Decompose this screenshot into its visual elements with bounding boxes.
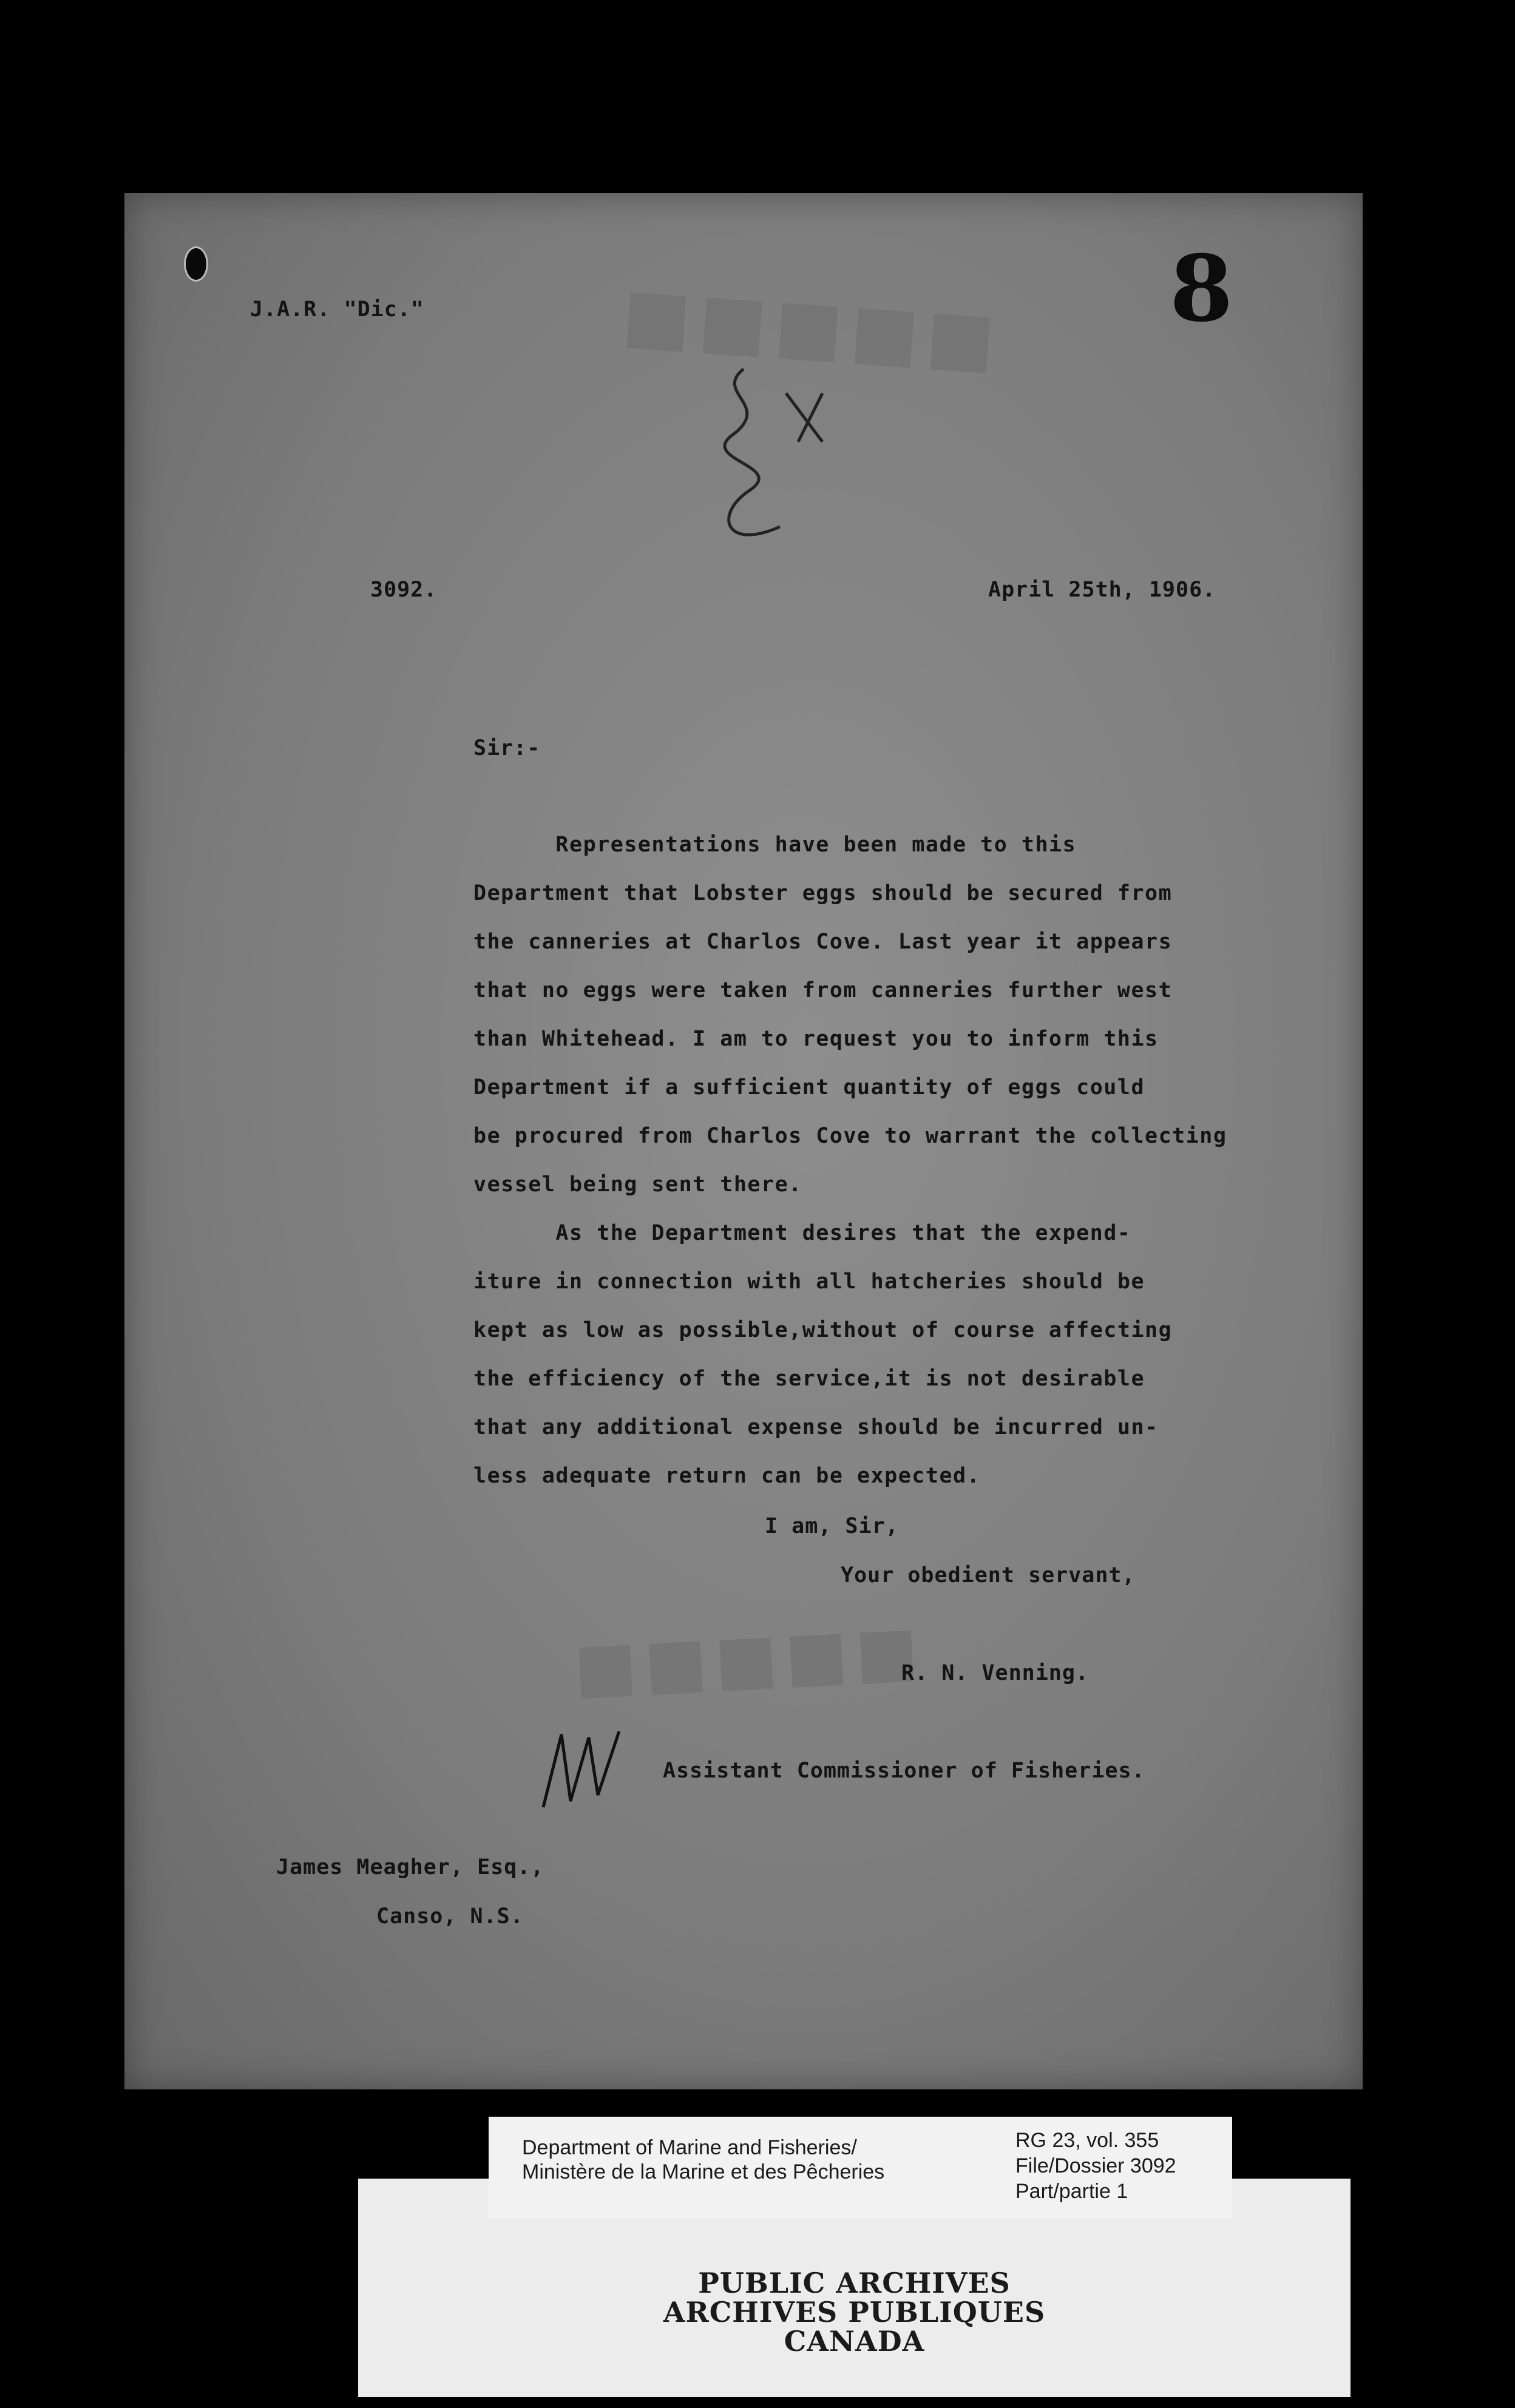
- body-line: the canneries at Charlos Cove. Last year it appears: [473, 930, 1173, 954]
- body-line: Department if a sufficient quantity of eggs could: [473, 1075, 1145, 1100]
- body-line: less adequate return can be expected.: [473, 1464, 981, 1488]
- archive-reference-label: [489, 2117, 1232, 2219]
- body-line: be procured from Charlos Cove to warrant the collecting: [473, 1124, 1227, 1148]
- body-line: kept as low as possible,without of course affecting: [473, 1318, 1173, 1342]
- handwritten-scribble: [640, 357, 895, 557]
- label-part: Part/partie 1: [1015, 2180, 1128, 2203]
- label-dept-en: Department of Marine and Fisheries/: [522, 2136, 857, 2159]
- body-line: than Whitehead. I am to request you to inform this: [473, 1027, 1159, 1051]
- label-dept-fr: Ministère de la Marine et des Pêcheries: [522, 2160, 885, 2183]
- signatory-title: Assistant Commissioner of Fisheries.: [663, 1759, 1145, 1783]
- background-stamp-top: ■■■■■: [619, 271, 1006, 383]
- body-line: that no eggs were taken from canneries further west: [473, 978, 1173, 1003]
- recipient-name: James Meagher, Esq.,: [276, 1855, 544, 1879]
- label-rg: RG 23, vol. 355: [1015, 2129, 1159, 2152]
- body-line: Representations have been made to this: [473, 833, 1077, 857]
- archive-stamp-line3: CANADA: [784, 2325, 925, 2358]
- page-number-mark: 8: [1170, 235, 1233, 342]
- body-line: As the Department desires that the expend-: [473, 1221, 1131, 1245]
- signatory-name: R. N. Venning.: [901, 1661, 1090, 1685]
- body-line: Department that Lobster eggs should be secured from: [473, 881, 1173, 905]
- letter-page: [124, 193, 1363, 2089]
- file-number: 3092.: [370, 578, 438, 602]
- body-line: iture in connection with all hatcheries should be: [473, 1270, 1145, 1294]
- body-line: vessel being sent there.: [473, 1172, 802, 1197]
- body-line: the efficiency of the service,it is not desirable: [473, 1367, 1145, 1391]
- salutation: Sir:-: [473, 736, 541, 760]
- background-stamp-bottom: ■■■■■: [572, 1609, 927, 1707]
- closing-servant: Your obedient servant,: [841, 1563, 1136, 1588]
- handwritten-initials: [537, 1722, 646, 1825]
- archive-stamp-line2: ARCHIVES PUBLIQUES: [663, 2296, 1046, 2329]
- recipient-place: Canso, N.S.: [376, 1904, 524, 1929]
- archive-stamp-line1: PUBLIC ARCHIVES: [698, 2267, 1011, 2299]
- letter-date: April 25th, 1906.: [988, 578, 1216, 602]
- label-file: File/Dossier 3092: [1015, 2154, 1176, 2177]
- punch-hole: [184, 246, 208, 282]
- closing: I am, Sir,: [765, 1514, 899, 1538]
- body-line: that any additional expense should be incurred un-: [473, 1415, 1159, 1439]
- reference-code: J.A.R. "Dic.": [250, 297, 424, 322]
